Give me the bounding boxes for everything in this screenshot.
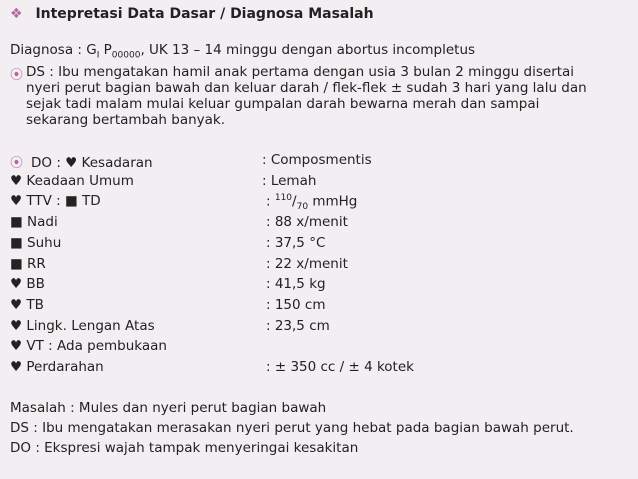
do-value: : 41,5 kg xyxy=(266,276,326,292)
ttv-sub: 70 xyxy=(296,202,309,213)
do-row xyxy=(10,152,372,171)
do-row xyxy=(10,297,326,313)
ds-paragraph xyxy=(26,64,626,128)
diagnosa-rest: , UK 13 – 14 minggu dengan abortus incompletus xyxy=(140,42,476,58)
do-label: DO : ♥ Kesadaran xyxy=(31,155,153,171)
masalah-ds-line: DS : Ibu mengatakan merasakan nyeri perut yang hebat pada bagian bawah perut. xyxy=(10,420,574,436)
do-label: ■ RR xyxy=(10,256,46,272)
ds-line: DS : Ibu mengatakan hamil anak pertama dengan usia 3 bulan 2 minggu disertai xyxy=(26,64,575,80)
ttv-post: mmHg xyxy=(308,193,358,210)
ds-line: sejak tadi malam mulai keluar gumpalan darah bewarna merah dan sampai xyxy=(26,96,540,112)
do-label: ■ Nadi xyxy=(10,214,58,230)
do-value: : 23,5 cm xyxy=(266,318,330,334)
do-value: : 37,5 °C xyxy=(266,235,326,251)
do-label: ■ Suhu xyxy=(10,235,62,251)
heading xyxy=(10,6,374,22)
do-row xyxy=(10,193,358,213)
diagnosa-line xyxy=(10,42,475,61)
do-value: : ± 350 cc / ± 4 kotek xyxy=(266,359,414,375)
ds-line: sekarang bertambah banyak. xyxy=(26,112,226,128)
ds-line: nyeri perut bagian bawah dan keluar darah / flek-flek ± sudah 3 hari yang lalu dan xyxy=(26,80,587,96)
do-value: : 22 x/menit xyxy=(266,256,348,272)
do-label: ♥ VT : Ada pembukaan xyxy=(10,338,167,354)
target-bullet-icon: ⦿ xyxy=(10,68,24,83)
diagnosa-p: P xyxy=(99,42,112,58)
target-bullet-icon: ⦿ xyxy=(10,156,24,171)
do-label: ♥ BB xyxy=(10,276,45,292)
g-sub: I xyxy=(96,50,100,61)
do-value: : 88 x/menit xyxy=(266,214,348,230)
masalah-line: Masalah : Mules dan nyeri perut bagian bawah xyxy=(10,400,327,416)
do-label: ♥ TTV : ■ TD xyxy=(10,193,101,209)
ttv-sup: 110 xyxy=(274,193,293,203)
do-row xyxy=(10,214,348,230)
do-label: ♥ Perdarahan xyxy=(10,359,104,375)
do-row xyxy=(10,359,414,375)
do-value: : Lemah xyxy=(262,173,317,189)
ttv-pre: : xyxy=(266,193,275,210)
do-row xyxy=(10,256,348,272)
do-row xyxy=(10,173,317,189)
do-label: ♥ Lingk. Lengan Atas xyxy=(10,318,155,334)
do-row xyxy=(10,235,326,251)
diagnosa-prefix: Diagnosa : G xyxy=(10,42,97,58)
do-value: : 150 cm xyxy=(266,297,326,313)
do-value: : Composmentis xyxy=(262,152,372,168)
do-row xyxy=(10,276,326,292)
do-row xyxy=(10,338,167,354)
p-sub: 00000 xyxy=(111,50,141,61)
heading-text: Intepretasi Data Dasar / Diagnosa Masalah xyxy=(35,6,374,22)
diamond-bullet-icon: ❖ xyxy=(10,6,23,22)
masalah-do-line: DO : Ekspresi wajah tampak menyeringai kesakitan xyxy=(10,440,359,456)
do-value xyxy=(266,193,357,212)
do-label: ♥ Keadaan Umum xyxy=(10,173,134,189)
do-row xyxy=(10,318,330,334)
do-label: ♥ TB xyxy=(10,297,44,313)
ttv-mid: / xyxy=(292,193,297,210)
